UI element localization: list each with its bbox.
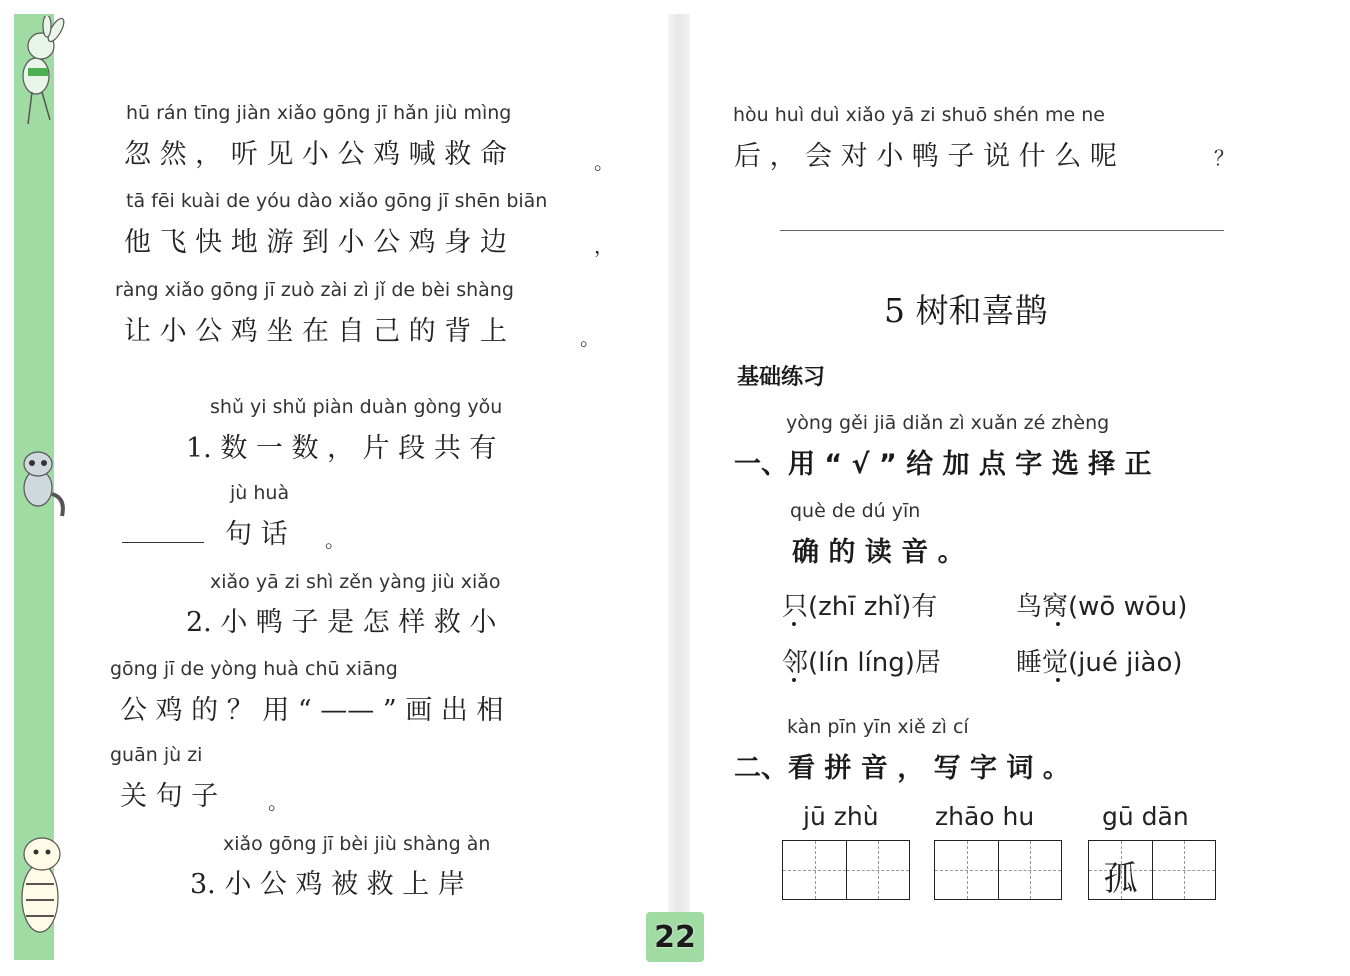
reading-option[interactable]: 邻(lín líng)居 bbox=[782, 648, 941, 678]
text-line: 后 ， 会 对 小 鸭 子 说 什 么 呢 bbox=[734, 141, 1117, 172]
page-number: 22 bbox=[646, 912, 704, 962]
emphasis-dot bbox=[1056, 622, 1060, 626]
pinyin-line: xiǎo yā zi shì zěn yàng jiù xiǎo bbox=[210, 571, 501, 593]
pinyin-line: què de dú yīn bbox=[790, 500, 921, 522]
pinyin-line: tā fēi kuài de yóu dào xiǎo gōng jī shēn biān bbox=[126, 190, 548, 212]
task-1-heading-cont: 确 的 读 音 。 bbox=[792, 537, 965, 568]
word-pinyin: gū dān bbox=[1102, 802, 1189, 831]
punctuation: 。 bbox=[594, 150, 614, 174]
green-sidebar bbox=[14, 14, 54, 960]
section-heading: 基础练习 bbox=[737, 365, 826, 390]
raccoon-illustration-icon bbox=[14, 444, 74, 524]
writing-cell[interactable] bbox=[783, 841, 846, 899]
pinyin-line: hū rán tīng jiàn xiǎo gōng jī hǎn jiù mìng bbox=[126, 102, 512, 124]
writing-cell[interactable] bbox=[846, 841, 909, 899]
word-pinyin: zhāo hu bbox=[935, 802, 1035, 831]
text-line: 他 飞 快 地 游 到 小 公 鸡 身 边 bbox=[124, 227, 507, 258]
word-pinyin: jū zhù bbox=[803, 802, 879, 831]
answer-blank[interactable] bbox=[122, 542, 204, 543]
writing-grid[interactable] bbox=[934, 840, 1062, 900]
writing-cell[interactable] bbox=[1152, 841, 1215, 899]
pinyin-line: gōng jī de yòng huà chū xiāng bbox=[110, 658, 398, 680]
text-line: 忽 然 ， 听 见 小 公 鸡 喊 救 命 bbox=[124, 139, 507, 170]
punctuation: 。 bbox=[325, 528, 345, 552]
punctuation: ？ bbox=[1214, 146, 1234, 170]
text-line: 让 小 公 鸡 坐 在 自 己 的 背 上 bbox=[124, 316, 507, 347]
reading-option[interactable]: 睡觉(jué jiào) bbox=[1016, 648, 1183, 678]
book-gutter bbox=[668, 14, 690, 960]
writing-cell[interactable]: 孤 bbox=[1089, 841, 1152, 899]
reading-option[interactable]: 只(zhī zhǐ)有 bbox=[782, 592, 938, 622]
emphasis-dot bbox=[1056, 678, 1060, 682]
pinyin-line: shǔ yi shǔ piàn duàn gòng yǒu bbox=[210, 396, 503, 418]
tiger-illustration-icon bbox=[14, 814, 74, 944]
question-2: 2. 小 鸭 子 是 怎 样 救 小 bbox=[186, 607, 497, 638]
pinyin-line: guān jù zi bbox=[110, 744, 203, 766]
task-1-heading: 一、用 “ √ ” 给 加 点 字 选 择 正 bbox=[734, 449, 1152, 480]
pinyin-line: xiǎo gōng jī bèi jiù shàng àn bbox=[223, 833, 491, 855]
rabbit-illustration-icon bbox=[14, 16, 74, 136]
punctuation: ， bbox=[594, 234, 614, 258]
writing-cell[interactable] bbox=[998, 841, 1061, 899]
emphasis-dot bbox=[792, 622, 796, 626]
answer-line[interactable] bbox=[780, 230, 1224, 231]
lesson-title: 5 树和喜鹊 bbox=[884, 291, 1048, 330]
pinyin-line: ràng xiǎo gōng jī zuò zài zì jǐ de bèi shàng bbox=[115, 279, 514, 301]
text-line: 句 话 bbox=[225, 519, 288, 550]
pinyin-line: jù huà bbox=[230, 482, 290, 504]
text-line: 关 句 子 bbox=[120, 781, 219, 812]
punctuation: 。 bbox=[580, 326, 600, 350]
reading-option[interactable]: 鸟窝(wō wōu) bbox=[1016, 592, 1188, 622]
text-line: 公 鸡 的 ？ 用 “ —— ” 画 出 相 bbox=[120, 695, 504, 726]
writing-grid[interactable] bbox=[1088, 840, 1216, 900]
pinyin-line: yòng gěi jiā diǎn zì xuǎn zé zhèng bbox=[786, 412, 1110, 434]
pinyin-line: hòu huì duì xiǎo yā zi shuō shén me ne bbox=[733, 104, 1105, 126]
question-1: 1. 数 一 数 ， 片 段 共 有 bbox=[186, 433, 497, 464]
emphasis-dot bbox=[792, 678, 796, 682]
question-3: 3. 小 公 鸡 被 救 上 岸 bbox=[190, 869, 465, 900]
task-2-heading: 二、看 拼 音 ， 写 字 词 。 bbox=[734, 753, 1070, 784]
writing-cell[interactable] bbox=[935, 841, 998, 899]
writing-grid[interactable] bbox=[782, 840, 910, 900]
pinyin-line: kàn pīn yīn xiě zì cí bbox=[787, 716, 969, 738]
punctuation: 。 bbox=[268, 790, 288, 814]
